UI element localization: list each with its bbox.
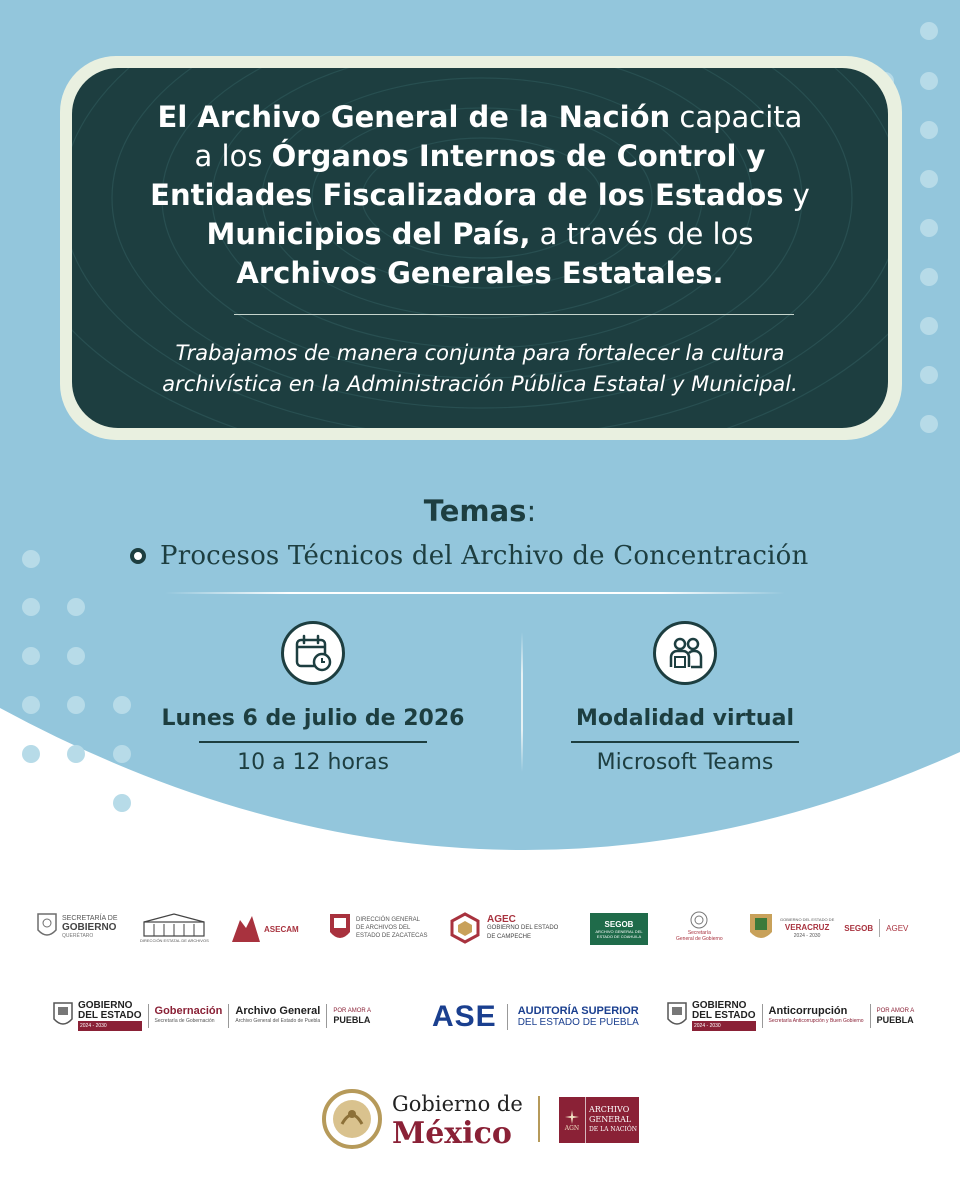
modality-platform: Microsoft Teams xyxy=(596,750,774,775)
calendar-clock-icon xyxy=(281,621,345,685)
subline: Trabajamos de manera conjunta para fortalecer la cultura archivística en la Administración Pública Estatal y Municipal. xyxy=(162,341,798,396)
zacatecas-icon xyxy=(328,912,352,944)
headline-divider xyxy=(234,314,794,315)
logo-agec-campeche: AGEC GOBIERNO DEL ESTADO DE CAMPECHE xyxy=(449,912,558,944)
headline-agn: El Archivo General de la Nación xyxy=(157,100,671,134)
topic-item xyxy=(130,538,808,574)
agec-icon xyxy=(449,912,481,944)
logo-direccion-estatal-archivos: DIRECCIÓN ESTATAL DE ARCHIVOS xyxy=(140,912,209,943)
seal-icon xyxy=(689,910,709,930)
logo-segob-coahuila: SEGOB ARCHIVO GENERAL DEL ESTADO DE COAHUILA xyxy=(590,913,648,945)
logo-asecam: ASECAM xyxy=(230,914,299,944)
puebla-shield-icon xyxy=(52,1001,74,1031)
footer-divider xyxy=(538,1096,540,1142)
logo-archivos-zacatecas: DIRECCIÓN GENERAL DE ARCHIVOS DEL ESTADO DE ZACATECAS xyxy=(328,912,427,944)
logo-agn: AGN ARCHIVO GENERAL DE LA NACIÓN xyxy=(559,1097,639,1143)
modality-underline xyxy=(571,741,799,743)
event-time: 10 a 12 horas xyxy=(237,750,389,775)
headline: El Archivo General de la Nación capacita a los Órganos Internos de Control y Entidades Fiscalizadora de los Estados y Municipios del País, a través de los Archivos Generales Estatales. xyxy=(150,100,810,290)
veracruz-shield-icon xyxy=(748,912,774,944)
queretaro-shield-icon xyxy=(36,912,58,942)
modality-title: Modalidad virtual xyxy=(576,706,794,731)
logo-ase-puebla: ASE AUDITORÍA SUPERIOR DEL ESTADO DE PUEBLA xyxy=(432,1000,639,1033)
virtual-meeting-icon xyxy=(653,621,717,685)
topics-heading: Temas: xyxy=(423,494,537,528)
date-underline xyxy=(199,741,427,743)
bullet-icon xyxy=(130,548,146,564)
logo-secretaria-general-gobierno: Secretaría General de Gobierno xyxy=(676,910,723,942)
logo-gobierno-de-mexico: Gobierno de México xyxy=(320,1088,523,1150)
national-seal-icon xyxy=(320,1088,384,1150)
building-icon xyxy=(142,912,206,938)
logo-queretaro-secretaria-gobierno: SECRETARÍA DE GOBIERNO QUERÉTARO xyxy=(36,912,118,942)
asecam-icon xyxy=(230,914,262,944)
topic-divider xyxy=(165,592,785,594)
topic-label: Procesos Técnicos del Archivo de Concentración xyxy=(160,541,809,571)
logo-puebla-gobernacion: GOBIERNO DEL ESTADO 2024 - 2030 Gobernación Secretaría de Gobernación Archivo General Archivo General del Estado de Puebla POR AMOR A PUEBLA xyxy=(52,1001,371,1031)
logo-veracruz: GOBIERNO DEL ESTADO DE VERACRUZ 2024 - 2030 SEGOB AGEV xyxy=(748,912,908,944)
logo-puebla-anticorrupcion: GOBIERNO DEL ESTADO 2024 - 2030 Anticorrupción Secretaría Anticorrupción y Buen Gobierno POR AMOR A PUEBLA xyxy=(666,1001,914,1031)
puebla-shield-icon-2 xyxy=(666,1001,688,1031)
event-date: Lunes 6 de julio de 2026 xyxy=(161,706,465,731)
agn-emblem-icon xyxy=(564,1109,580,1125)
